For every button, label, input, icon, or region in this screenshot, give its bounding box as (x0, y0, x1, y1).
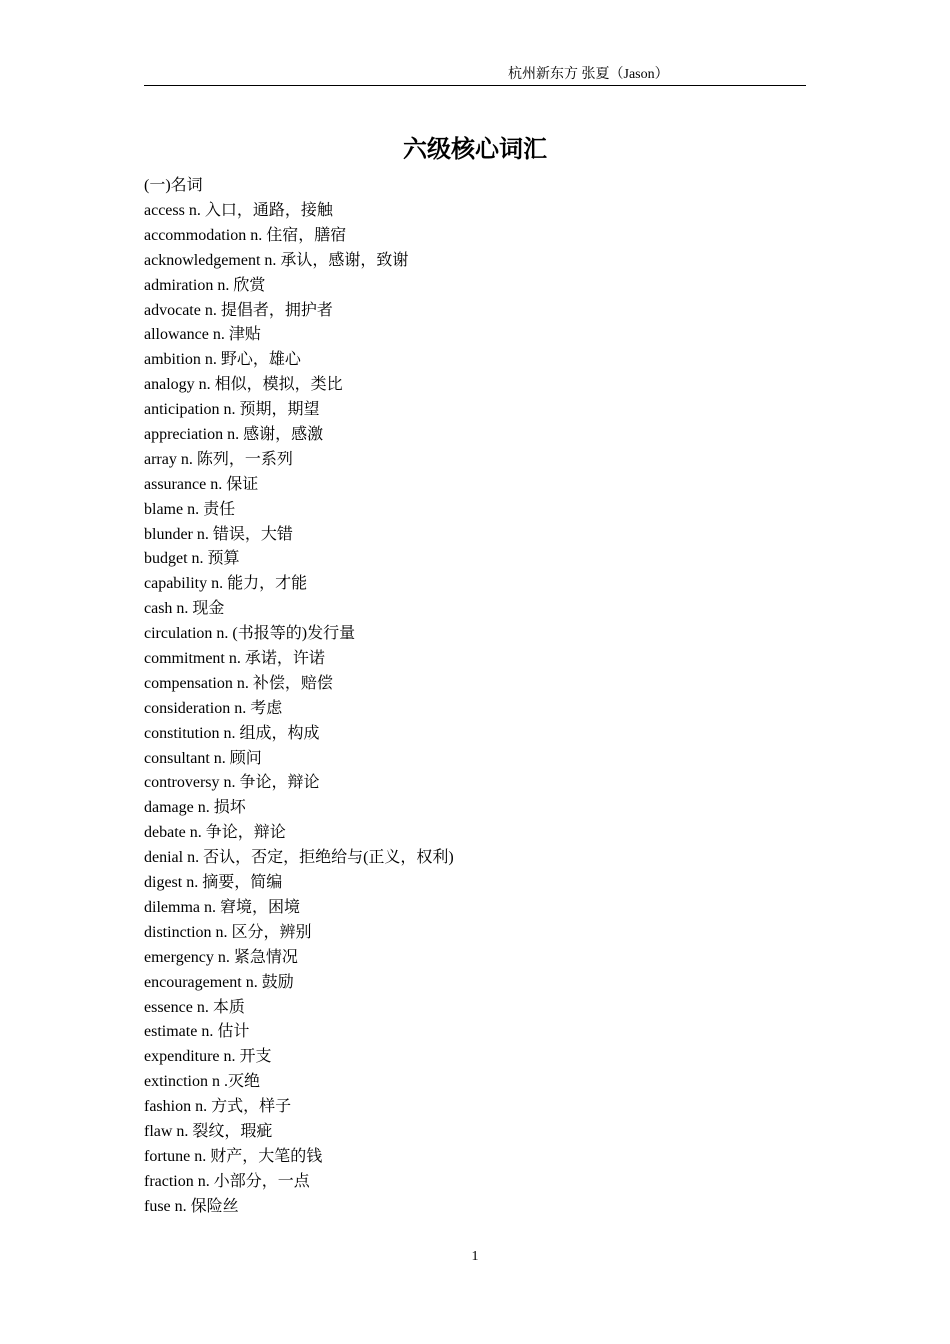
vocab-entry: constitution n. 组成，构成 (144, 724, 320, 742)
page-header: 杭州新东方 张夏（Jason） (508, 67, 669, 82)
vocab-entry: budget n. 预算 (144, 550, 240, 568)
vocab-entry: controversy n. 争论，辩论 (144, 774, 320, 792)
vocab-entry: admiration n. 欣赏 (144, 276, 266, 294)
section-heading: (一)名词 (144, 177, 203, 194)
vocab-entry: compensation n. 补偿，赔偿 (144, 674, 333, 692)
vocab-entry: accommodation n. 住宿，膳宿 (144, 226, 347, 244)
vocab-entry: consideration n. 考虑 (144, 699, 283, 717)
vocab-entry: advocate n. 提倡者，拥护者 (144, 301, 333, 319)
header-divider (144, 85, 806, 86)
vocab-entry: debate n. 争论，辩论 (144, 824, 286, 842)
vocab-entry: essence n. 本质 (144, 998, 245, 1016)
vocab-entry: fraction n. 小部分，一点 (144, 1172, 310, 1190)
vocab-entry: dilemma n. 窘境，困境 (144, 898, 300, 916)
vocab-entry: flaw n. 裂纹，瑕疵 (144, 1122, 273, 1140)
vocab-entry: encouragement n. 鼓励 (144, 973, 294, 991)
vocab-entry: consultant n. 顾问 (144, 749, 262, 767)
vocab-entry: digest n. 摘要，简编 (144, 874, 283, 892)
document-title: 六级核心词汇 (403, 135, 547, 163)
vocab-entry: fashion n. 方式，样子 (144, 1098, 292, 1116)
vocab-entry: estimate n. 估计 (144, 1023, 250, 1041)
vocab-entry: ambition n. 野心，雄心 (144, 351, 301, 369)
vocab-entry: blunder n. 错误，大错 (144, 525, 293, 543)
vocab-entry: denial n. 否认，否定，拒绝给与(正义，权利) (144, 849, 454, 867)
vocab-entry: allowance n. 津贴 (144, 326, 261, 344)
vocab-entry: cash n. 现金 (144, 600, 225, 618)
vocab-entry: anticipation n. 预期，期望 (144, 401, 320, 419)
vocab-entry: access n. 入口，通路，接触 (144, 202, 333, 219)
vocab-entry: fortune n. 财产，大笔的钱 (144, 1147, 323, 1165)
vocab-entry: acknowledgement n. 承认，感谢，致谢 (144, 251, 409, 269)
vocab-entry: damage n. 损坏 (144, 799, 246, 817)
vocab-entry: array n. 陈列，一系列 (144, 450, 293, 468)
vocab-entry: circulation n. (书报等的)发行量 (144, 625, 356, 643)
vocab-entry: extinction n .灭绝 (144, 1073, 260, 1091)
vocab-entry: fuse n. 保险丝 (144, 1197, 239, 1215)
vocab-entry: capability n. 能力，才能 (144, 575, 308, 593)
vocabulary-list (144, 199, 454, 1220)
vocab-entry: blame n. 责任 (144, 500, 236, 518)
vocab-entry: assurance n. 保证 (144, 475, 259, 493)
vocab-entry: commitment n. 承诺，许诺 (144, 650, 325, 668)
page-number: 1 (471, 1249, 479, 1264)
vocab-entry: appreciation n. 感谢，感激 (144, 426, 324, 444)
vocab-entry: expenditure n. 开支 (144, 1048, 272, 1066)
vocab-entry: analogy n. 相似，模拟，类比 (144, 376, 343, 394)
vocab-entry: emergency n. 紧急情况 (144, 948, 298, 966)
vocab-entry: distinction n. 区分，辨别 (144, 923, 312, 941)
